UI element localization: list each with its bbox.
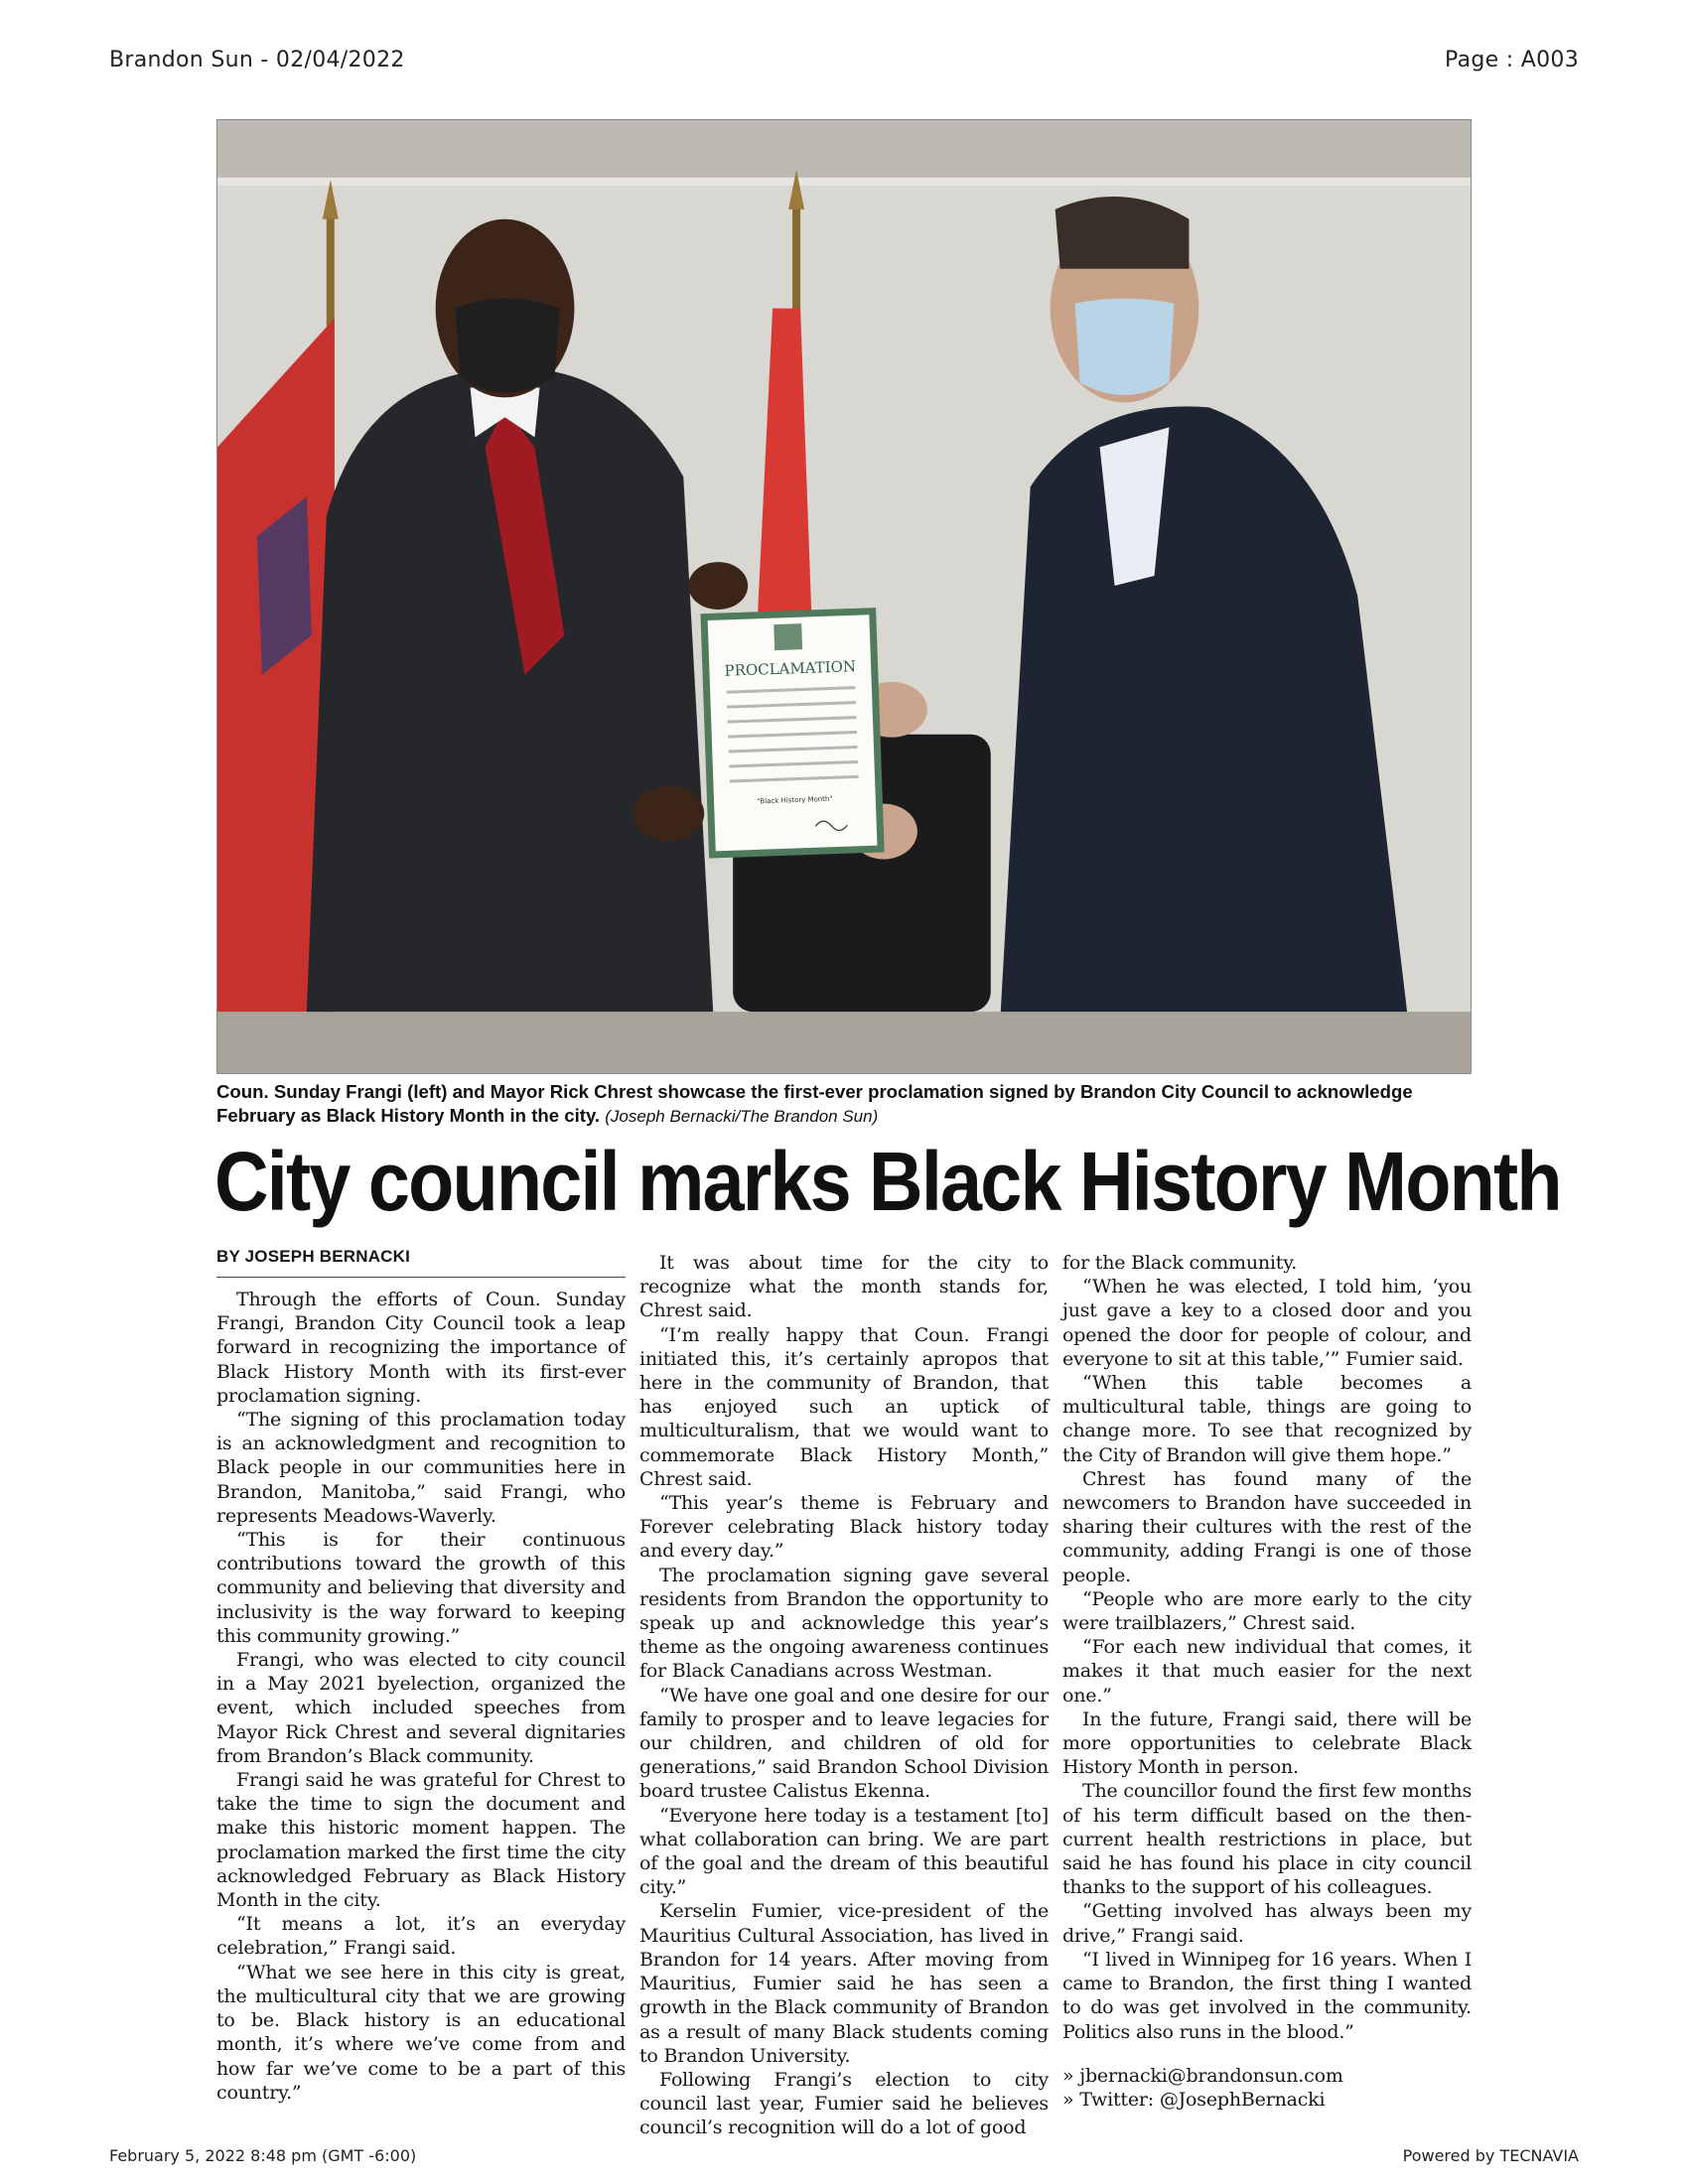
byline: BY JOSEPH BERNACKI — [216, 1247, 626, 1278]
article-paragraph: “I lived in Winnipeg for 16 years. When I came to Brandon, the first thing I wanted to do was get involved in the community. Politics also runs in the blood.” — [1062, 1948, 1472, 2043]
article-paragraph: for the Black community. — [1062, 1252, 1298, 1274]
page-number: Page : A003 — [1445, 48, 1579, 72]
article-paragraph: Through the efforts of Coun. Sunday Frangi, Brandon City Council took a leap forward in recognizing the importance of Black History Month with its first-ever proclamation signing. — [216, 1289, 626, 1407]
article-paragraph: “What we see here in this city is great, the multicultural city that we are growing to be. Black history is an educational month, it’s where we’ve come from and how far we’ve come to be a part of this country.” — [216, 1961, 626, 2104]
article-photo — [216, 119, 1472, 1074]
article-headline: City council marks Black History Month — [214, 1135, 1561, 1228]
photo-credit: (Joseph Bernacki/The Brandon Sun) — [605, 1107, 879, 1126]
article-column-1 — [216, 1247, 626, 2105]
proclamation-subject: "Black History Month" — [757, 794, 833, 806]
article-paragraph: “Everyone here today is a testament [to] what collaboration can bring. We are part of the goal and the dream of this beautiful city.” — [639, 1804, 1049, 1899]
article-paragraph: Following Frangi’s election to city council last year, Fumier said he believes council’s recognition will do a lot of good — [639, 2068, 1049, 2139]
proclamation-heading: PROCLAMATION — [724, 657, 857, 680]
article-paragraph: “This year’s theme is February and Forever celebrating Black history today and every day.” — [639, 1492, 1049, 1563]
article-column-3 — [1062, 1251, 1472, 2112]
article-paragraph: “We have one goal and one desire for our family to prosper and to leave legacies for our children, and children of old for generations,” said Brandon School Division board trustee Calistus Ekenna. — [639, 1684, 1049, 1803]
capture-timestamp: February 5, 2022 8:48 pm (GMT -6:00) — [109, 2146, 417, 2165]
publication-date: Brandon Sun - 02/04/2022 — [109, 48, 405, 72]
author-email: » jbernacki@brandonsun.com — [1062, 2064, 1343, 2087]
article-paragraph: The proclamation signing gave several residents from Brandon the opportunity to speak up and acknowledge this year’s theme as the ongoing awareness continues for Black Canadians across Westman. — [639, 1564, 1049, 1683]
article-paragraph: In the future, Frangi said, there will be more opportunities to celebrate Black History Month in person. — [1062, 1707, 1472, 1779]
article-paragraph: It was about time for the city to recognize what the month stands for, Chrest said. — [639, 1252, 1049, 1322]
article-paragraph: Frangi, who was elected to city council in a May 2021 byelection, organized the event, which included speeches from Mayor Rick Chrest and several dignitaries from Brandon’s Black community. — [216, 1649, 626, 1767]
caption-text: Coun. Sunday Frangi (left) and Mayor Rick Chrest showcase the first-ever proclamation signed by Brandon City Council to acknowledge February as Black History Month in the city. — [216, 1081, 1413, 1126]
article-paragraph: “This is for their continuous contributions toward the growth of this community and believing that diversity and inclusivity is the way forward to keeping this community growing.” — [216, 1529, 626, 1647]
article-paragraph: “People who are more early to the city were trailblazers,” Chrest said. — [1062, 1587, 1472, 1635]
article-paragraph: “It means a lot, it’s an everyday celebration,” Frangi said. — [216, 1913, 626, 1960]
author-twitter: » Twitter: @JosephBernacki — [1062, 2088, 1326, 2111]
article-paragraph: “The signing of this proclamation today is an acknowledgment and recognition to Black people in our communities here in Brandon, Manitoba,” said Frangi, who represents Meadows-Waverly. — [216, 1409, 626, 1527]
article-column-2 — [639, 1251, 1049, 2140]
article-paragraph: “I’m really happy that Coun. Frangi initiated this, it’s certainly apropos that here in the community of Brandon, that has enjoyed such an uptick of multiculturalism, that we would want to commemorate Black History Month,” Chrest said. — [639, 1323, 1049, 1490]
photo-illustration — [217, 120, 1471, 1073]
powered-by: Powered by TECNAVIA — [1402, 2146, 1579, 2165]
article-paragraph: “When this table becomes a multicultural table, things are going to change more. To see that recognized by the City of Brandon will give them hope.” — [1062, 1372, 1472, 1466]
article-paragraph: Kerselin Fumier, vice-president of the Mauritius Cultural Association, has lived in Brandon for 14 years. After moving from Mauritius, Fumier said he has seen a growth in the Black community of Brandon as a result of many Black students coming to Brandon University. — [639, 1900, 1049, 2067]
article-paragraph: Frangi said he was grateful for Chrest to take the time to sign the document and make this historic moment happen. The proclamation marked the first time the city acknowledged February as Black History Month in the city. — [216, 1769, 626, 1912]
article-paragraph: “When he was elected, I told him, ‘you just gave a key to a closed door and you opened the door for people of colour, and everyone to sit at this table,’” Fumier said. — [1062, 1276, 1472, 1370]
article-paragraph: “Getting involved has always been my drive,” Frangi said. — [1062, 1900, 1472, 1947]
article-paragraph: “For each new individual that comes, it makes it that much easier for the next one.” — [1062, 1636, 1472, 1706]
article-paragraph: The councillor found the first few months of his term difficult based on the then-current health restrictions in place, but said he has found his place in city council thanks to the support of his colleagues. — [1062, 1780, 1472, 1899]
photo-caption — [216, 1080, 1472, 1129]
article-paragraph: Chrest has found many of the newcomers to Brandon have succeeded in sharing their cultures with the rest of the community, adding Frangi is one of those people. — [1062, 1467, 1472, 1586]
author-contact — [1062, 2064, 1472, 2112]
